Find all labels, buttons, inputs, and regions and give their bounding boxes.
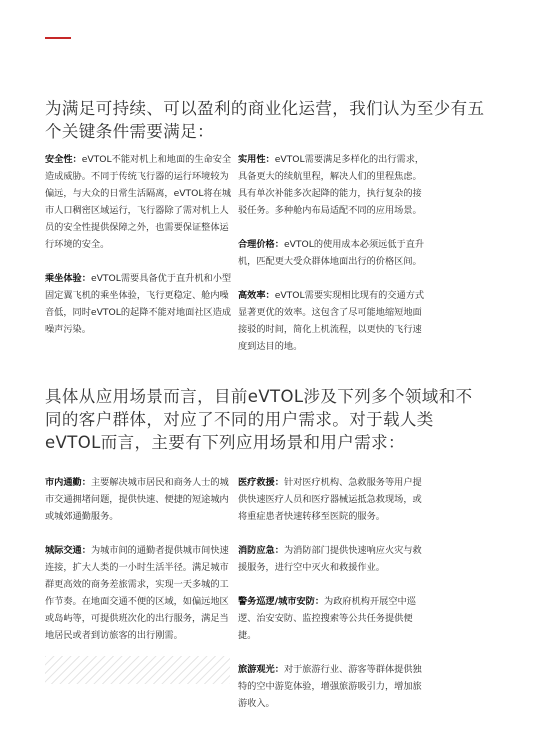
scenario-fire-emergency: 消防应急：为消防部门提供快速响应火灾与救援服务，进行空中灭火和救援作业。 [238,545,422,573]
section-heading-scenarios: 具体从应用场景而言，目前eVTOL涉及下列多个领域和不同的客户群体，对应了不同的用户需求。对于载人类eVTOL而言，主要有下列应用场景和用户需求： [45,387,473,452]
scenarios-left-column [45,474,233,661]
accent-bar [45,37,71,39]
condition-practicality: 实用性：eVTOL需要满足多样化的出行需求，具备更大的续航里程，解决人们的里程焦虑。具有单次补能多次起降的能力，执行复杂的接驳任务。多种舱内布局适配不同的应用场景。 [238,154,425,216]
scenario-intercity: 城际交通：为城市间的通勤者提供城市间快速连接，扩大人类的一小时生活半径。满足城市群更高效的商务差旅需求，实现一天多城的工作节奏。在地面交通不便的区域，如偏远地区或岛屿等，可提供班次化的出行服务，满足当地居民或者到访旅客的出行刚需。 [45,545,229,641]
condition-ride-experience: 乘坐体验：eVTOL需要具备优于直升机和小型固定翼飞机的乘坐体验，飞行更稳定、舱内噪音低，同时eVTOL的起降不能对地面社区造成噪声污染。 [45,273,232,335]
scenario-sightseeing: 旅游观光：对于旅游行业、游客等群体提供独特的空中游览体验，增强旅游吸引力，增加旅游收入。 [238,664,422,709]
decorative-hatch-pattern [45,656,230,684]
conditions-left-column [45,151,233,355]
conditions-right-column [238,151,426,372]
scenario-police-patrol: 警务巡逻/城市安防：为政府机构开展空中巡逻、治安安防、监控搜索等公共任务提供便捷。 [238,596,416,641]
condition-reasonable-price: 合理价格：eVTOL的使用成本必须远低于直升机，匹配更大受众群体地面出行的价格区间。 [238,239,425,267]
section-heading-conditions: 为满足可持续、可以盈利的商业化运营，我们认为至少有五个关键条件需要满足： [45,99,485,141]
scenario-urban-commute: 市内通勤：主要解决城市居民和商务人士的城市交通拥堵问题，提供快速、便捷的短途城内或城郊通勤服务。 [45,477,229,522]
scenarios-right-column [238,474,426,729]
scenario-medical-rescue: 医疗救援：针对医疗机构、急救服务等用户提供快速医疗人员和医疗器械运抵急救现场，或将重症患者快速转移至医院的服务。 [238,477,422,522]
condition-safety: 安全性：eVTOL不能对机上和地面的生命安全造成威胁。不同于传统飞行器的运行环境较为偏远，与大众的日常生活隔离，eVTOL将在城市人口稠密区域运行，飞行器除了需对机上人员的安全性提供保障之外，也需要保证整体运行环境的安全。 [45,154,232,250]
condition-efficiency: 高效率：eVTOL需要实现相比现有的交通方式显著更优的效率。这包含了尽可能地缩短地面接驳的时间，简化上机流程，以更快的飞行速度到达目的地。 [238,290,425,352]
